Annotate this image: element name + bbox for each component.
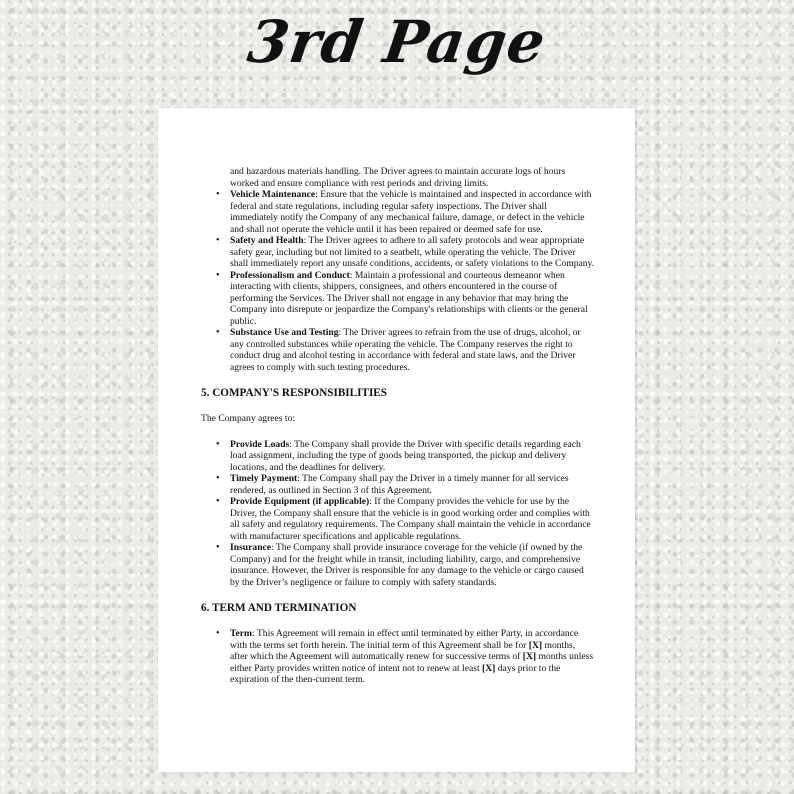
list-item: • Timely Payment: The Company shall pay the Driver in a timely manner for all services rendered, as outlined in Section 3 of this Agreement. bbox=[230, 473, 595, 496]
list-item: • Professionalism and Conduct: Maintain a professional and courteous demeanor when interacting with clients, shippers, consignees, and others encountered in the course of performing the Services. The Driver shall not engage in any behavior that may bring the Company into disrepute or jeopardize the Company's relationships with clients or the general public. bbox=[230, 270, 595, 328]
driver-duties-list bbox=[201, 166, 595, 373]
document-page bbox=[158, 108, 635, 772]
list-item: • Provide Equipment (if applicable): If the Company provides the vehicle for use by the Driver, the Company shall ensure that the vehicle is in good working order and complies with all safety and regulatory requirements. The Company shall maintain the vehicle in accordance with manufacturer specifications and applicable regulations. bbox=[230, 496, 595, 542]
list-item: and hazardous materials handling. The Driver agrees to maintain accurate logs of hours worked and ensure compliance with rest periods and driving limits. bbox=[230, 166, 566, 189]
company-responsibilities-list bbox=[201, 439, 595, 589]
term-list bbox=[201, 628, 595, 686]
page-title: 3rd Page bbox=[243, 8, 551, 76]
list-item: • Vehicle Maintenance: Ensure that the vehicle is maintained and inspected in accordance with federal and state regulations, including regular safety inspections. The Driver shall immediately notify the Company of any mechanical failure, damage, or defect in the vehicle and shall not operate the vehicle until it has been repaired or deemed safe for use. bbox=[230, 189, 595, 235]
list-item: • Term: This Agreement will remain in effect until terminated by either Party, in accordance with the terms set forth herein. The initial term of this Agreement shall be for [X] months, after which the Agreement will automatically renew for successive terms of [X] months unless either Party provides written notice of intent not to renew at least [X] days prior to the expiration of the then-current term. bbox=[230, 628, 595, 686]
section-5-intro: The Company agrees to: bbox=[201, 413, 296, 424]
section-5-heading: 5. COMPANY'S RESPONSIBILITIES bbox=[201, 387, 387, 399]
section-6-heading: 6. TERM AND TERMINATION bbox=[201, 602, 357, 614]
list-item: • Safety and Health: The Driver agrees to adhere to all safety protocols and wear appropriate safety gear, including but not limited to a seatbelt, while operating the vehicle. The Driver shall immediately report any unsafe conditions, accidents, or safety violations to the Company. bbox=[230, 235, 595, 270]
list-item: • Provide Loads: The Company shall provide the Driver with specific details regarding each load assignment, including the type of goods being transported, the pickup and delivery locations, and the deadlines for delivery. bbox=[230, 439, 595, 474]
list-item: • Substance Use and Testing: The Driver agrees to refrain from the use of drugs, alcohol, or any controlled substances while operating the vehicle. The Company reserves the right to conduct drug and alcohol testing in accordance with federal and state laws, and the Driver agrees to comply with such testing procedures. bbox=[230, 327, 595, 373]
list-item: • Insurance: The Company shall provide insurance coverage for the vehicle (if owned by the Company) and for the freight while in transit, including liability, cargo, and comprehensive insurance. However, the Driver is responsible for any damage to the vehicle or cargo caused by the Driver’s negligence or failure to comply with safety standards. bbox=[230, 542, 595, 588]
